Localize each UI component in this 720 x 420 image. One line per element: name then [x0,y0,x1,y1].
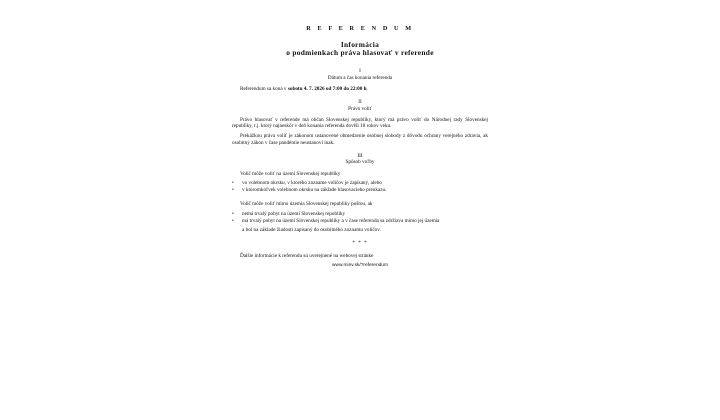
subtitle-line-1: Informácia [340,39,380,49]
section-1-text-suffix: . [366,85,368,92]
list-item: • vo volebnom okrsku, v ktorého zozname voličov je zapísaný, alebo [232,180,488,187]
section-1-text [232,86,488,93]
document-title: R E F E R E N D U M [306,25,414,32]
section-1-text-prefix: Referendum sa koná v [240,85,288,92]
footer-info: Ďalšie informácie k referendu sú uverejnené na webovej stránke [240,253,374,260]
list-item: • má trvalý pobyt na území Slovenskej republiky a v čase referenda sa zdržiava mimo jej územia [232,218,488,225]
section-3-list-2 [232,211,488,224]
section-3-intro-2: Volič môže voliť mimo územia Slovenskej republiky poštou, ak [240,201,373,208]
list-item: • v ktoromkoľvek volebnom okrsku na základe hlasovacieho preukazu. [232,187,488,194]
section-3-title: Spôsob voľby [345,159,375,166]
section-1-title: Dátum a čas konania referenda [327,74,393,81]
section-3-intro-1: Volič môže voliť na území Slovenskej republiky [240,170,341,177]
document-page [232,26,488,270]
section-2-title: Právo voliť [348,105,372,112]
section-2-number: II [358,99,362,106]
document-subtitle [232,41,488,58]
section-1-date-time: sobotu 4. 7. 2026 od 7:00 do 22:00 h [287,85,367,92]
section-1-number: I [359,68,361,75]
footer-url: www.minv.sk/?referendum [332,262,388,268]
section-3-after-list-2: a bol na základe žiadosti zapísaný do osobitného zoznamu voličov. [242,227,381,234]
subtitle-line-2: o podmienkach práva hlasovať v referende [286,48,434,57]
section-3-list-1 [232,180,488,193]
section-2-paragraph-2: Prekážkou práva voliť je zákonom ustanovené obmedzenie osobnej slobody z dôvodu ochrany verejného zdravia, ak osobitný zákon v čase pandémie neustanoví inak. [232,133,488,146]
list-item: • nemá trvalý pobyt na území Slovenskej republiky [232,211,488,218]
section-2-paragraph-1: Právo hlasovať v referende má občan Slovenskej republiky, ktorý má právo voliť do Národnej rady Slovenskej republiky, t.j. ktorý najneskôr v deň konania referenda dovŕši 18 rokov veku. [232,116,488,130]
separator-stars: * * * [352,239,368,246]
section-3-number: III [357,153,363,160]
